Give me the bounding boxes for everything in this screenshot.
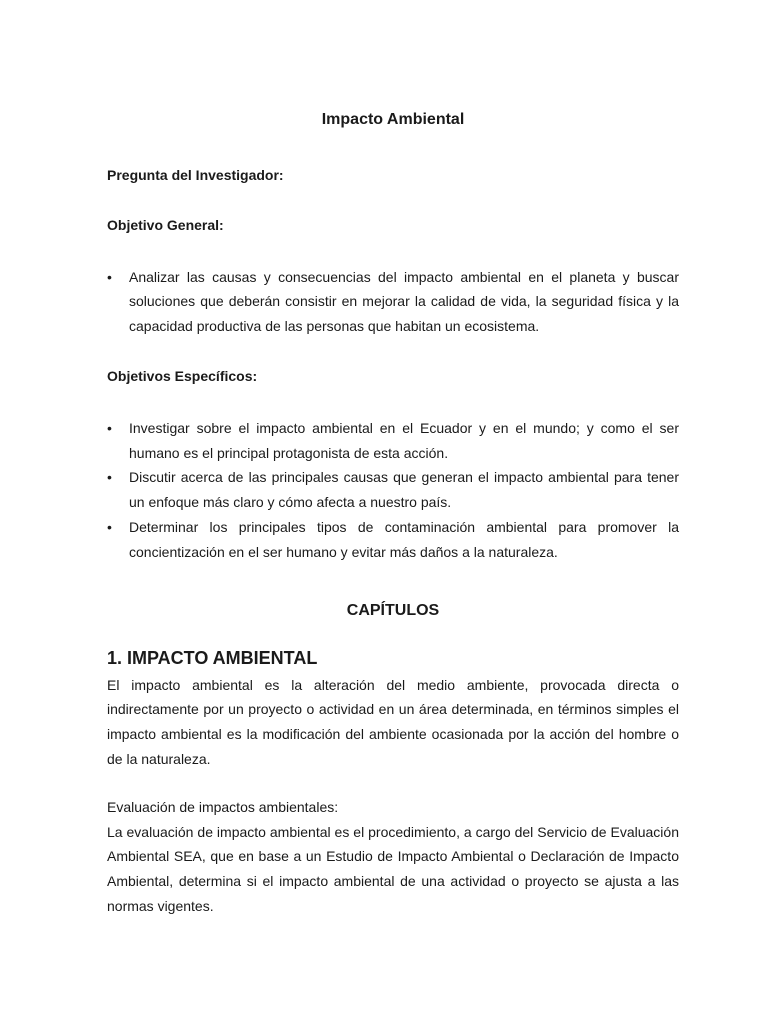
bullet-icon: • — [107, 419, 112, 436]
bullet-icon: • — [107, 469, 112, 486]
specific-objective-text: Determinar los principales tipos de contaminación ambiental para promover la concientización en el ser humano y evitar más daños a la naturaleza. — [129, 518, 679, 560]
bullet-icon: • — [107, 518, 112, 535]
section-paragraph: El impacto ambiental es la alteración del medio ambiente, provocada directa o indirectamente por un proyecto o actividad en un área determinada, en términos simples el impacto ambiental es la modificación del ambiente ocasionada por la acción del hombre o de la naturaleza. — [107, 676, 679, 767]
document-title: Impacto Ambiental — [321, 111, 465, 128]
specific-objective-text: Discutir acerca de las principales causas que generan el impacto ambiental para tener un enfoque más claro y cómo afecta a nuestro país. — [129, 469, 679, 511]
specific-objectives-list — [107, 416, 679, 565]
document-body — [107, 109, 679, 919]
general-objectives-list — [107, 265, 679, 339]
list-item — [107, 416, 679, 466]
research-question-label: Pregunta del Investigador: — [107, 167, 284, 183]
list-item — [107, 515, 679, 565]
chapters-heading: CAPÍTULOS — [346, 601, 440, 619]
specific-objective-text: Investigar sobre el impacto ambiental en el Ecuador y en el mundo; y como el ser humano es el principal protagonista de esta acción. — [129, 419, 679, 461]
list-item — [107, 265, 679, 339]
section-heading: 1. IMPACTO AMBIENTAL — [107, 647, 318, 668]
specific-objectives-label: Objetivos Específicos: — [107, 367, 258, 384]
section-paragraph: La evaluación de impacto ambiental es el procedimiento, a cargo del Servicio de Evaluación Ambiental SEA, que en base a un Estudio de Impacto Ambiental o Declaración de Impacto Ambiental, determina si el impacto ambiental de una actividad o proyecto se ajusta a las normas vigentes. — [107, 823, 679, 914]
bullet-icon: • — [107, 268, 112, 285]
list-item — [107, 465, 679, 515]
general-objective-text: Analizar las causas y consecuencias del impacto ambiental en el planeta y buscar soluciones que deberán consistir en mejorar la calidad de vida, la seguridad física y la capacidad productiva de las personas que habitan un ecosistema. — [129, 268, 679, 335]
section-subheading: Evaluación de impactos ambientales: — [107, 798, 339, 815]
general-objective-label: Objetivo General: — [107, 216, 224, 233]
